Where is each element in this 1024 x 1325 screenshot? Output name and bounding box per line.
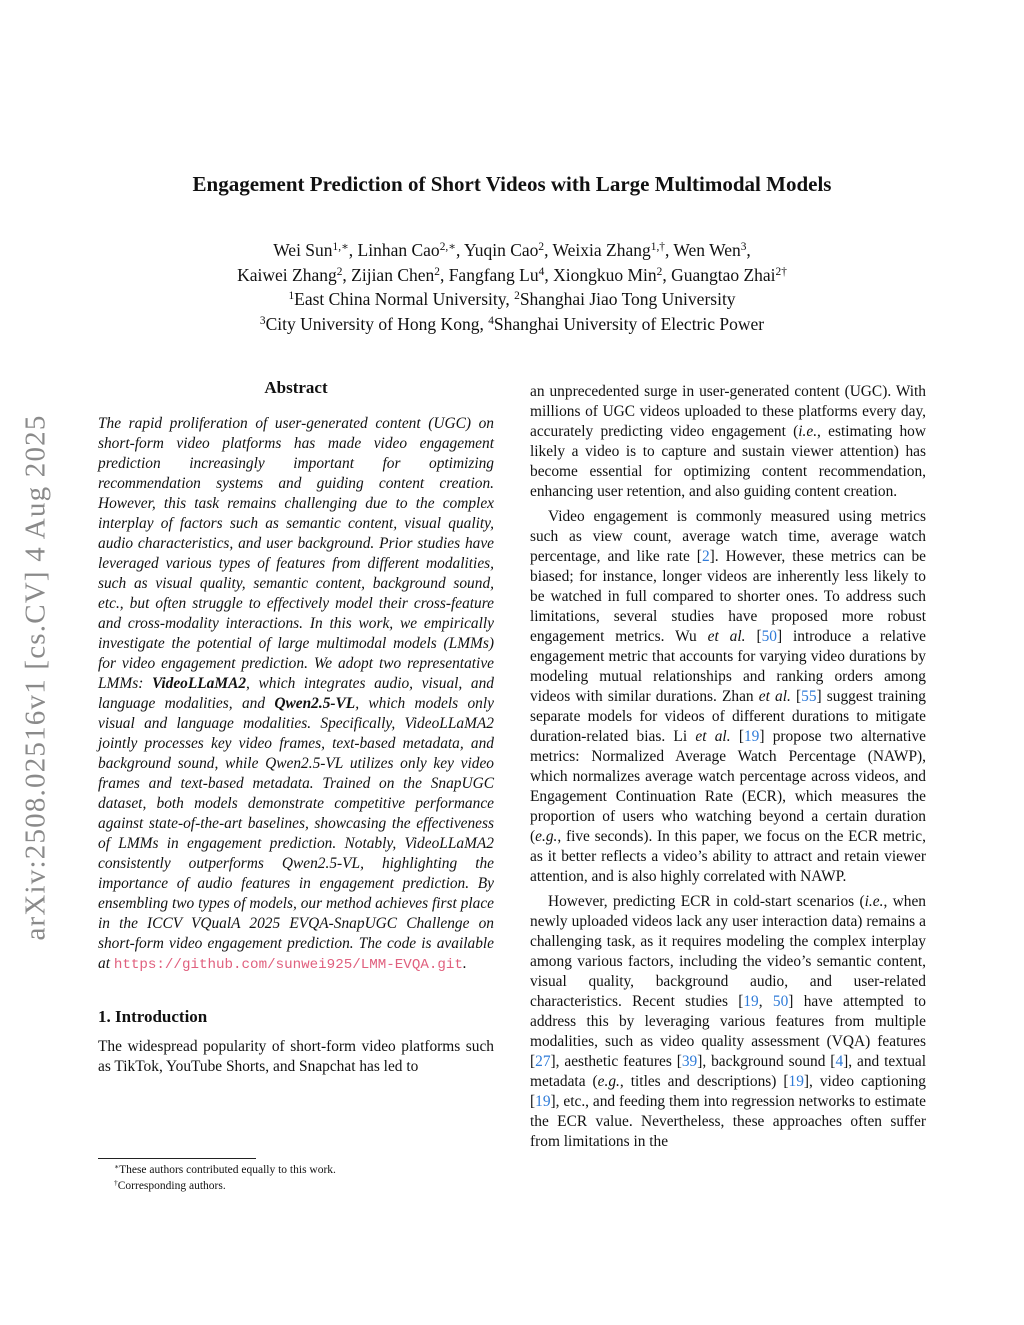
footnote-text: These authors contributed equally to this work. bbox=[119, 1164, 336, 1176]
body-text: , estimating how likely a video is to capture and sustain viewer attention) has become essential for optimizing content recommendation, enhancing user retention, and also guiding content creation. bbox=[530, 423, 926, 500]
author-affiliation-marker: 3 bbox=[740, 240, 747, 253]
body-text: , when newly uploaded videos lack any user interaction data) remains a challenging task, as it requires modeling the complex interplay among various factors, including the video’s semantic content, visual quality, background audio, and user-related characteristics. Recent studies [ bbox=[530, 893, 926, 1010]
author-separator: , bbox=[348, 240, 358, 260]
body-text: ], and textual metadata ( bbox=[530, 1053, 926, 1090]
affiliation-name: City University of Hong Kong, bbox=[265, 313, 489, 334]
citation-link[interactable]: 2 bbox=[701, 548, 710, 565]
body-text: [ bbox=[745, 628, 762, 645]
author-block bbox=[60, 238, 964, 336]
affiliation-line-2 bbox=[60, 312, 964, 337]
arxiv-identifier-text: arXiv:2508.02516v1 [cs.CV] 4 Aug 2025 bbox=[19, 414, 52, 941]
introduction-heading: 1. Introduction bbox=[98, 1007, 208, 1026]
paper-title: Engagement Prediction of Short Videos with Large Multimodal Models bbox=[192, 172, 832, 196]
body-text: Video engagement is commonly measured using metrics such as view count, average watch time, average watch percentage, and like rate [ bbox=[530, 508, 926, 565]
author-separator: , bbox=[544, 264, 554, 285]
citation-link[interactable]: 19 bbox=[743, 993, 759, 1010]
footnotes bbox=[98, 1158, 494, 1194]
author-separator: , bbox=[662, 264, 672, 285]
author-affiliation-marker: 2† bbox=[775, 265, 787, 278]
citation-link[interactable]: 19 bbox=[743, 728, 760, 745]
citation-link[interactable]: 19 bbox=[535, 1093, 551, 1110]
footnote-marker: ∗ bbox=[114, 1161, 120, 1171]
author-affiliation-marker: 1,∗ bbox=[332, 240, 349, 253]
affiliation-name: East China Normal University, bbox=[294, 289, 515, 309]
footnote-marker: † bbox=[114, 1177, 118, 1187]
body-text: , five seconds). In this paper, we focus on the ECR metric, as it better reflects a video’s ability to attract and retain viewer attention, and is also highly correlated with NAWP. bbox=[530, 828, 926, 885]
author-affiliation-marker: 2 bbox=[538, 240, 545, 253]
author-separator: , bbox=[439, 264, 449, 285]
body-paragraph bbox=[530, 382, 926, 502]
latin-abbreviation: et al. bbox=[758, 688, 791, 705]
body-text: [ bbox=[730, 728, 744, 745]
abstract-text-part: , which models only visual and language modalities. Specifically, VideoLLaMA2 jointly processes key video frames, text-based metadata, and background sound, while Qwen2.5-VL utilizes only key video frames and text-based metadata. Trained on the SnapUGC dataset, both models demonstrate competitive performance against state-of-the-art baselines, showcasing the effectiveness of LMMs in engagement prediction. Notably, VideoLLaMA2 consistently outperforms Qwen2.5-VL, highlighting the importance of audio features in engagement prediction. By ensembling two types of models, our method achieves first place in the ICCV VQualA 2025 EVQA-SnapUGC Challenge on short-form video engagement prediction. The code is available at bbox=[98, 695, 494, 972]
affiliation-name: Shanghai University of Electric Power bbox=[493, 313, 765, 334]
author-separator: , bbox=[342, 264, 352, 285]
author-name: Yuqin Cao bbox=[464, 240, 539, 260]
body-paragraph bbox=[530, 892, 926, 1152]
author-name: Fangfang Lu bbox=[448, 264, 539, 285]
citation-link[interactable]: 4 bbox=[835, 1053, 844, 1070]
code-repository-link[interactable]: https://github.com/sunwei925/LMM-EVQA.git bbox=[113, 957, 463, 973]
abstract-text-part: . bbox=[462, 955, 467, 972]
latin-abbreviation: et al. bbox=[707, 628, 746, 645]
latin-abbreviation: i.e. bbox=[864, 893, 884, 910]
body-text: , bbox=[758, 993, 773, 1010]
footnote-corresponding bbox=[98, 1178, 494, 1194]
affiliation-marker: 1 bbox=[288, 289, 295, 302]
abstract-heading: Abstract bbox=[264, 378, 328, 397]
latin-abbreviation: e.g. bbox=[597, 1073, 620, 1090]
abstract-text-part: The rapid proliferation of user-generated content (UGC) on short-form video platforms has made video engagement prediction increasingly important for optimizing recommendation systems and guiding content creation. However, this task remains challenging due to the complex interplay of factors such as semantic content, visual quality, audio characteristics, and user background. Prior studies have leveraged various types of features from different modalities, such as visual quality, semantic content, background sound, etc., but often struggle to effectively model their cross-feature and cross-modality interactions. In this work, we empirically investigate the potential of large multimodal models (LMMs) for video engagement prediction. We adopt two representative LMMs: bbox=[98, 415, 494, 692]
citation-link[interactable]: 50 bbox=[772, 993, 789, 1010]
author-name: Xiongkuo Min bbox=[553, 264, 657, 285]
author-separator: , bbox=[455, 240, 465, 260]
arxiv-identifier-stamp bbox=[6, 375, 66, 980]
author-separator: , bbox=[746, 240, 751, 260]
author-name: Kaiwei Zhang bbox=[237, 264, 337, 285]
abstract-text bbox=[98, 414, 494, 975]
author-name: Weixia Zhang bbox=[552, 240, 651, 260]
footnote-equal-contribution bbox=[98, 1162, 494, 1178]
body-text: However, predicting ECR in cold-start scenarios ( bbox=[548, 893, 865, 910]
model-name-videollama2: VideoLLaMA2 bbox=[151, 675, 247, 692]
author-name: Zijian Chen bbox=[351, 264, 435, 285]
body-text: ] suggest training separate models for videos of different durations to mitigate duration-related bias. Li bbox=[530, 688, 926, 745]
body-text: ], background sound [ bbox=[697, 1053, 836, 1070]
body-text: [ bbox=[790, 688, 802, 705]
introduction-paragraph: The widespread popularity of short-form video platforms such as TikTok, YouTube Shorts, and Snapchat has led to bbox=[98, 1038, 494, 1075]
author-name: Linhan Cao bbox=[357, 240, 440, 260]
author-affiliation-marker: 2 bbox=[656, 265, 663, 278]
body-text: ] propose two alternative metrics: Normalized Average Watch Percentage (NAWP), which normalizes average watch percentage across videos, and Engagement Continuation Rate (ECR), which measures the proportion of users who watching beyond a certain duration ( bbox=[530, 728, 926, 845]
footnote-text: Corresponding authors. bbox=[117, 1180, 226, 1192]
author-affiliation-marker: 2,∗ bbox=[439, 240, 456, 253]
affiliation-marker: 4 bbox=[488, 314, 494, 327]
body-text: ] have attempted to address this by leveraging various features from multiple modalities, such as video quality assessment (VQA) features [ bbox=[530, 993, 926, 1070]
affiliation-marker: 3 bbox=[259, 314, 266, 327]
author-affiliation-marker: 2 bbox=[336, 265, 343, 278]
author-separator: , bbox=[544, 240, 553, 260]
body-text: ], video captioning [ bbox=[530, 1073, 927, 1110]
latin-abbreviation: et al. bbox=[695, 728, 731, 745]
body-text: an unprecedented surge in user-generated content (UGC). With millions of UGC videos uploaded to these platforms every day, accurately predicting video engagement ( bbox=[530, 383, 926, 440]
body-paragraph bbox=[530, 507, 926, 887]
author-name: Guangtao Zhai bbox=[671, 264, 776, 285]
author-line-2 bbox=[60, 263, 964, 288]
affiliation-line-1 bbox=[60, 287, 964, 312]
citation-link[interactable]: 19 bbox=[788, 1073, 804, 1090]
author-name: Wen Wen bbox=[673, 240, 741, 260]
abstract-text-part: , which integrates audio, visual, and language modalities, and bbox=[98, 675, 494, 712]
latin-abbreviation: e.g. bbox=[535, 828, 558, 845]
citation-link[interactable]: 55 bbox=[801, 688, 817, 705]
footnote-rule bbox=[98, 1158, 256, 1159]
citation-link[interactable]: 50 bbox=[761, 628, 777, 645]
right-column bbox=[530, 382, 926, 1152]
left-column bbox=[98, 378, 494, 1077]
body-text: ] introduce a relative engagement metric that accounts for varying video durations by modeling mutual relationships and ranking orders among videos with similar durations. Zhan bbox=[530, 628, 926, 705]
citation-link[interactable]: 27 bbox=[535, 1053, 551, 1070]
latin-abbreviation: i.e. bbox=[798, 423, 818, 440]
body-text: , titles and descriptions) [ bbox=[619, 1073, 789, 1090]
author-affiliation-marker: 4 bbox=[538, 265, 545, 278]
author-line-1 bbox=[60, 238, 964, 263]
body-text: ], aesthetic features [ bbox=[550, 1053, 682, 1070]
author-affiliation-marker: 1,† bbox=[650, 240, 665, 253]
model-name-qwen: Qwen2.5-VL bbox=[274, 695, 356, 712]
body-text: ], etc., and feeding them into regression networks to estimate the ECR value. Nevertheless, these approaches often suffer from limitations in the bbox=[530, 1093, 926, 1150]
affiliation-name: Shanghai Jiao Tong University bbox=[519, 289, 736, 309]
author-name: Wei Sun bbox=[273, 240, 333, 260]
affiliation-marker: 2 bbox=[514, 289, 520, 302]
author-affiliation-marker: 2 bbox=[434, 265, 440, 278]
body-text: ]. However, these metrics can be biased; for instance, longer videos are inherently less likely to be watched in full compared to shorter ones. To address such limitations, several studies have proposed more robust engagement metrics. Wu bbox=[530, 548, 926, 645]
citation-link[interactable]: 39 bbox=[681, 1053, 698, 1070]
author-separator: , bbox=[664, 240, 674, 260]
